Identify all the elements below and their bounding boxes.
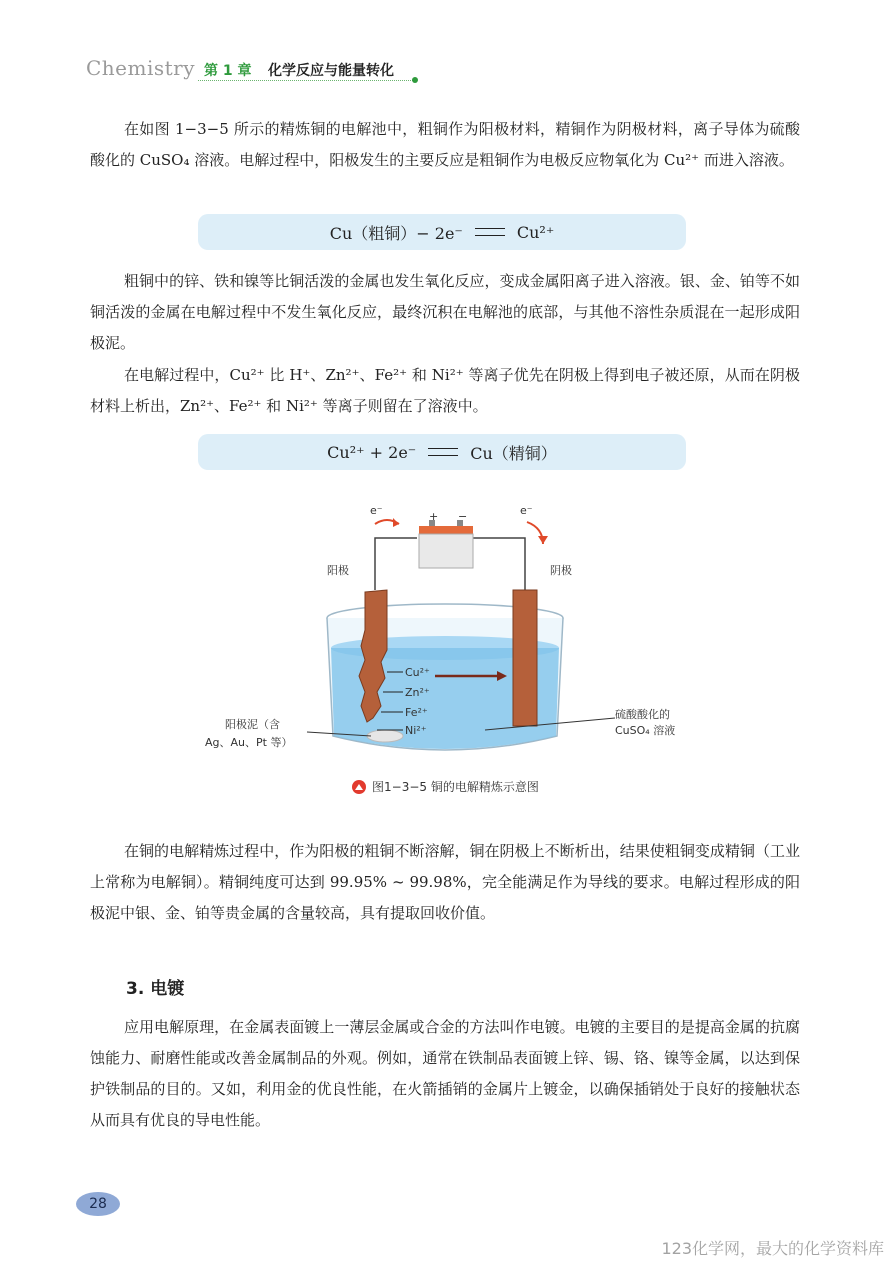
caption-text: 图1−3−5 铜的电解精炼示意图: [372, 780, 539, 794]
equation-2-right: Cu（精铜）: [470, 443, 557, 463]
anode-label: 阳极: [327, 564, 349, 577]
ion-cu: Cu²⁺: [405, 666, 430, 679]
ion-ni: Ni²⁺: [405, 724, 427, 737]
anode-sludge: [367, 730, 403, 742]
wire-right: [473, 538, 525, 590]
ion-fe: Fe²⁺: [405, 706, 428, 719]
paragraph-5: 应用电解原理，在金属表面镀上一薄层金属或合金的方法叫作电镀。电镀的主要目的是提高金属的抗腐蚀能力、耐磨性能或改善金属制品的外观。例如，通常在铁制品表面镀上锌、锡、铬、镍等金属，以达到保护铁制品的目的。又如，利用金的优良性能，在火箭插销的金属片上镀金，以确保插销处于良好的接触状态从而具有优良的导电性能。: [90, 1018, 800, 1129]
equation-1-right: Cu²⁺: [516, 222, 555, 242]
plus-sign: +: [429, 510, 439, 523]
header-dot: [412, 77, 418, 83]
electron-right-arrowhead: [538, 536, 548, 544]
figure-caption: [352, 778, 539, 795]
equation-2-left: Cu²⁺ + 2e⁻: [327, 442, 417, 462]
cathode-electrode: [513, 590, 537, 726]
equation-1-left: Cu（粗铜）− 2e⁻: [329, 223, 463, 243]
paragraph-4: 在铜的电解精炼过程中，作为阳极的粗铜不断溶解，铜在阴极上不断析出，结果使粗铜变成精铜（工业上常称为电解铜）。精铜纯度可达到 99.95% ~ 99.98%，完全能满足作为导线的要求。电解过程形成的阳极泥中银、金、铂等贵金属的含量较高，具有提取回收价值。: [90, 842, 800, 922]
wire-left: [375, 538, 417, 560]
equation-box-1: [198, 214, 686, 250]
paragraph-1: 在如图 1−3−5 所示的精炼铜的电解池中，粗铜作为阳极材料，精铜作为阴极材料，离子导体为硫酸酸化的 CuSO₄ 溶液。电解过程中，阳极发生的主要反应是粗铜作为电极反应物氧化为 Cu²⁺ 而进入溶液。: [90, 120, 800, 169]
electron-left-label: e⁻: [370, 504, 383, 517]
solution-label-2: CuSO₄ 溶液: [615, 724, 676, 737]
caption-triangle-icon: [352, 780, 366, 794]
electrolysis-diagram: [195, 500, 695, 800]
section-title: 3. 电镀: [126, 979, 185, 999]
watermark: 123化学网，最大的化学资料库: [661, 1239, 884, 1258]
chapter-title: 化学反应与能量转化: [268, 63, 394, 79]
ion-zn: Zn²⁺: [405, 686, 430, 699]
solution-label-1: 硫酸酸化的: [615, 708, 670, 721]
equation-box-2: [198, 434, 686, 470]
electron-right-arrow: [527, 522, 543, 544]
sludge-label-2: Ag、Au、Pt 等）: [205, 736, 293, 749]
chapter-number: 第 1 章: [204, 63, 252, 79]
electron-right-label: e⁻: [520, 504, 533, 517]
equals-sign: [475, 228, 505, 236]
paragraph-2: 粗铜中的锌、铁和镍等比铜活泼的金属也发生氧化反应，变成金属阳离子进入溶液。银、金、铂等不如铜活泼的金属在电解过程中不发生氧化反应，最终沉积在电解池的底部，与其他不溶性杂质混在一起形成阳极泥。: [90, 272, 800, 352]
header-divider: [198, 80, 413, 81]
battery-icon: [419, 520, 473, 568]
page-number: 28: [76, 1192, 120, 1216]
cathode-label: 阴极: [550, 564, 572, 577]
sludge-label-1: 阳极泥（含: [225, 718, 280, 731]
brand-title: Chemistry: [86, 56, 196, 80]
equals-sign: [428, 448, 458, 456]
minus-sign: −: [458, 510, 468, 523]
paragraph-3: 在电解过程中，Cu²⁺ 比 H⁺、Zn²⁺、Fe²⁺ 和 Ni²⁺ 等离子优先在阴极上得到电子被还原，从而在阴极材料上析出，Zn²⁺、Fe²⁺ 和 Ni²⁺ 等离子则留在了溶液中。: [90, 366, 800, 415]
